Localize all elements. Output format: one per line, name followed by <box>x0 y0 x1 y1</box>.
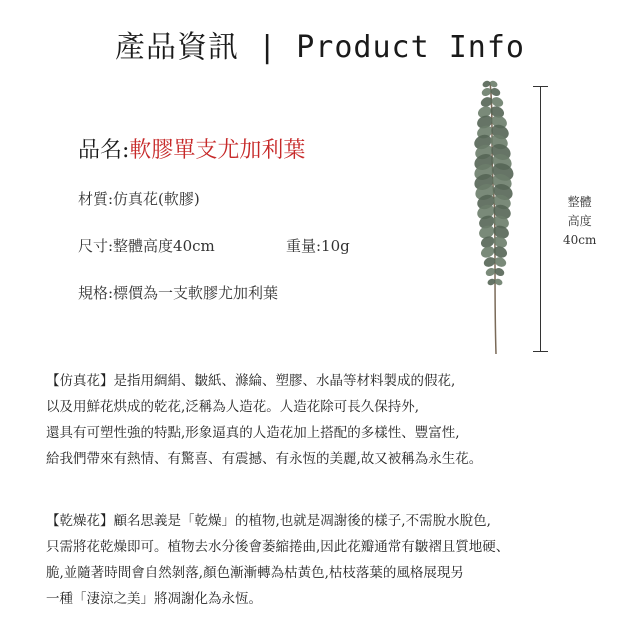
material-spec: 材質:仿真花(軟膠) <box>78 190 200 208</box>
height-dimension-line <box>540 86 541 352</box>
paragraph-line: 【乾燥花】顧名思義是「乾燥」的植物,也就是凋謝後的樣子,不需脫水脫色, <box>46 513 491 529</box>
paragraph-line: 脆,並隨著時間會自然剝落,顏色漸漸轉為枯黃色,枯枝落葉的風格展現另 <box>46 565 464 581</box>
product-name-row <box>78 133 305 164</box>
paragraph-line: 一種「淒涼之美」將凋謝化為永恆。 <box>46 591 262 607</box>
height-dimension-label <box>563 193 596 250</box>
artificial-flower-paragraph <box>46 368 482 472</box>
dimension-line-2: 高度 <box>567 214 592 228</box>
paragraph-line: 還具有可塑性強的特點,形象逼真的人造花加上搭配的多樣性、豐富性, <box>46 425 460 441</box>
weight-spec: 重量:10g <box>286 237 350 255</box>
paragraph-line: 以及用鮮花烘成的乾花,泛稱為人造花。人造花除可長久保持外, <box>46 399 420 415</box>
product-name-label: 品名: <box>78 138 130 163</box>
product-spec: 規格:標價為一支軟膠尤加利葉 <box>78 284 279 302</box>
product-name-value: 軟膠單支尤加利葉 <box>129 138 306 163</box>
dried-flower-paragraph <box>46 508 509 612</box>
size-row <box>78 235 350 256</box>
size-spec: 尺寸:整體高度40cm <box>78 237 215 255</box>
dimension-line-1: 整體 <box>567 195 592 209</box>
height-dimension-cap-bottom <box>533 351 548 352</box>
eucalyptus-leaves <box>472 80 517 287</box>
paragraph-line: 只需將花乾燥即可。植物去水分後會萎縮捲曲,因此花瓣通常有皺褶且質地硬、 <box>46 539 510 555</box>
dimension-line-3: 40cm <box>563 233 597 247</box>
eucalyptus-leaf <box>479 244 496 259</box>
paragraph-line: 給我們帶來有熱情、有驚喜、有震撼、有永恆的美麗,故又被稱為永生花。 <box>46 451 483 467</box>
eucalyptus-illustration <box>460 78 530 358</box>
height-dimension-cap-top <box>533 86 548 87</box>
page-title: 產品資訊 | Product Info <box>115 30 525 65</box>
paragraph-line: 【仿真花】是指用綢絹、皺紙、滌綸、塑膠、水晶等材料製成的假花, <box>46 373 456 389</box>
